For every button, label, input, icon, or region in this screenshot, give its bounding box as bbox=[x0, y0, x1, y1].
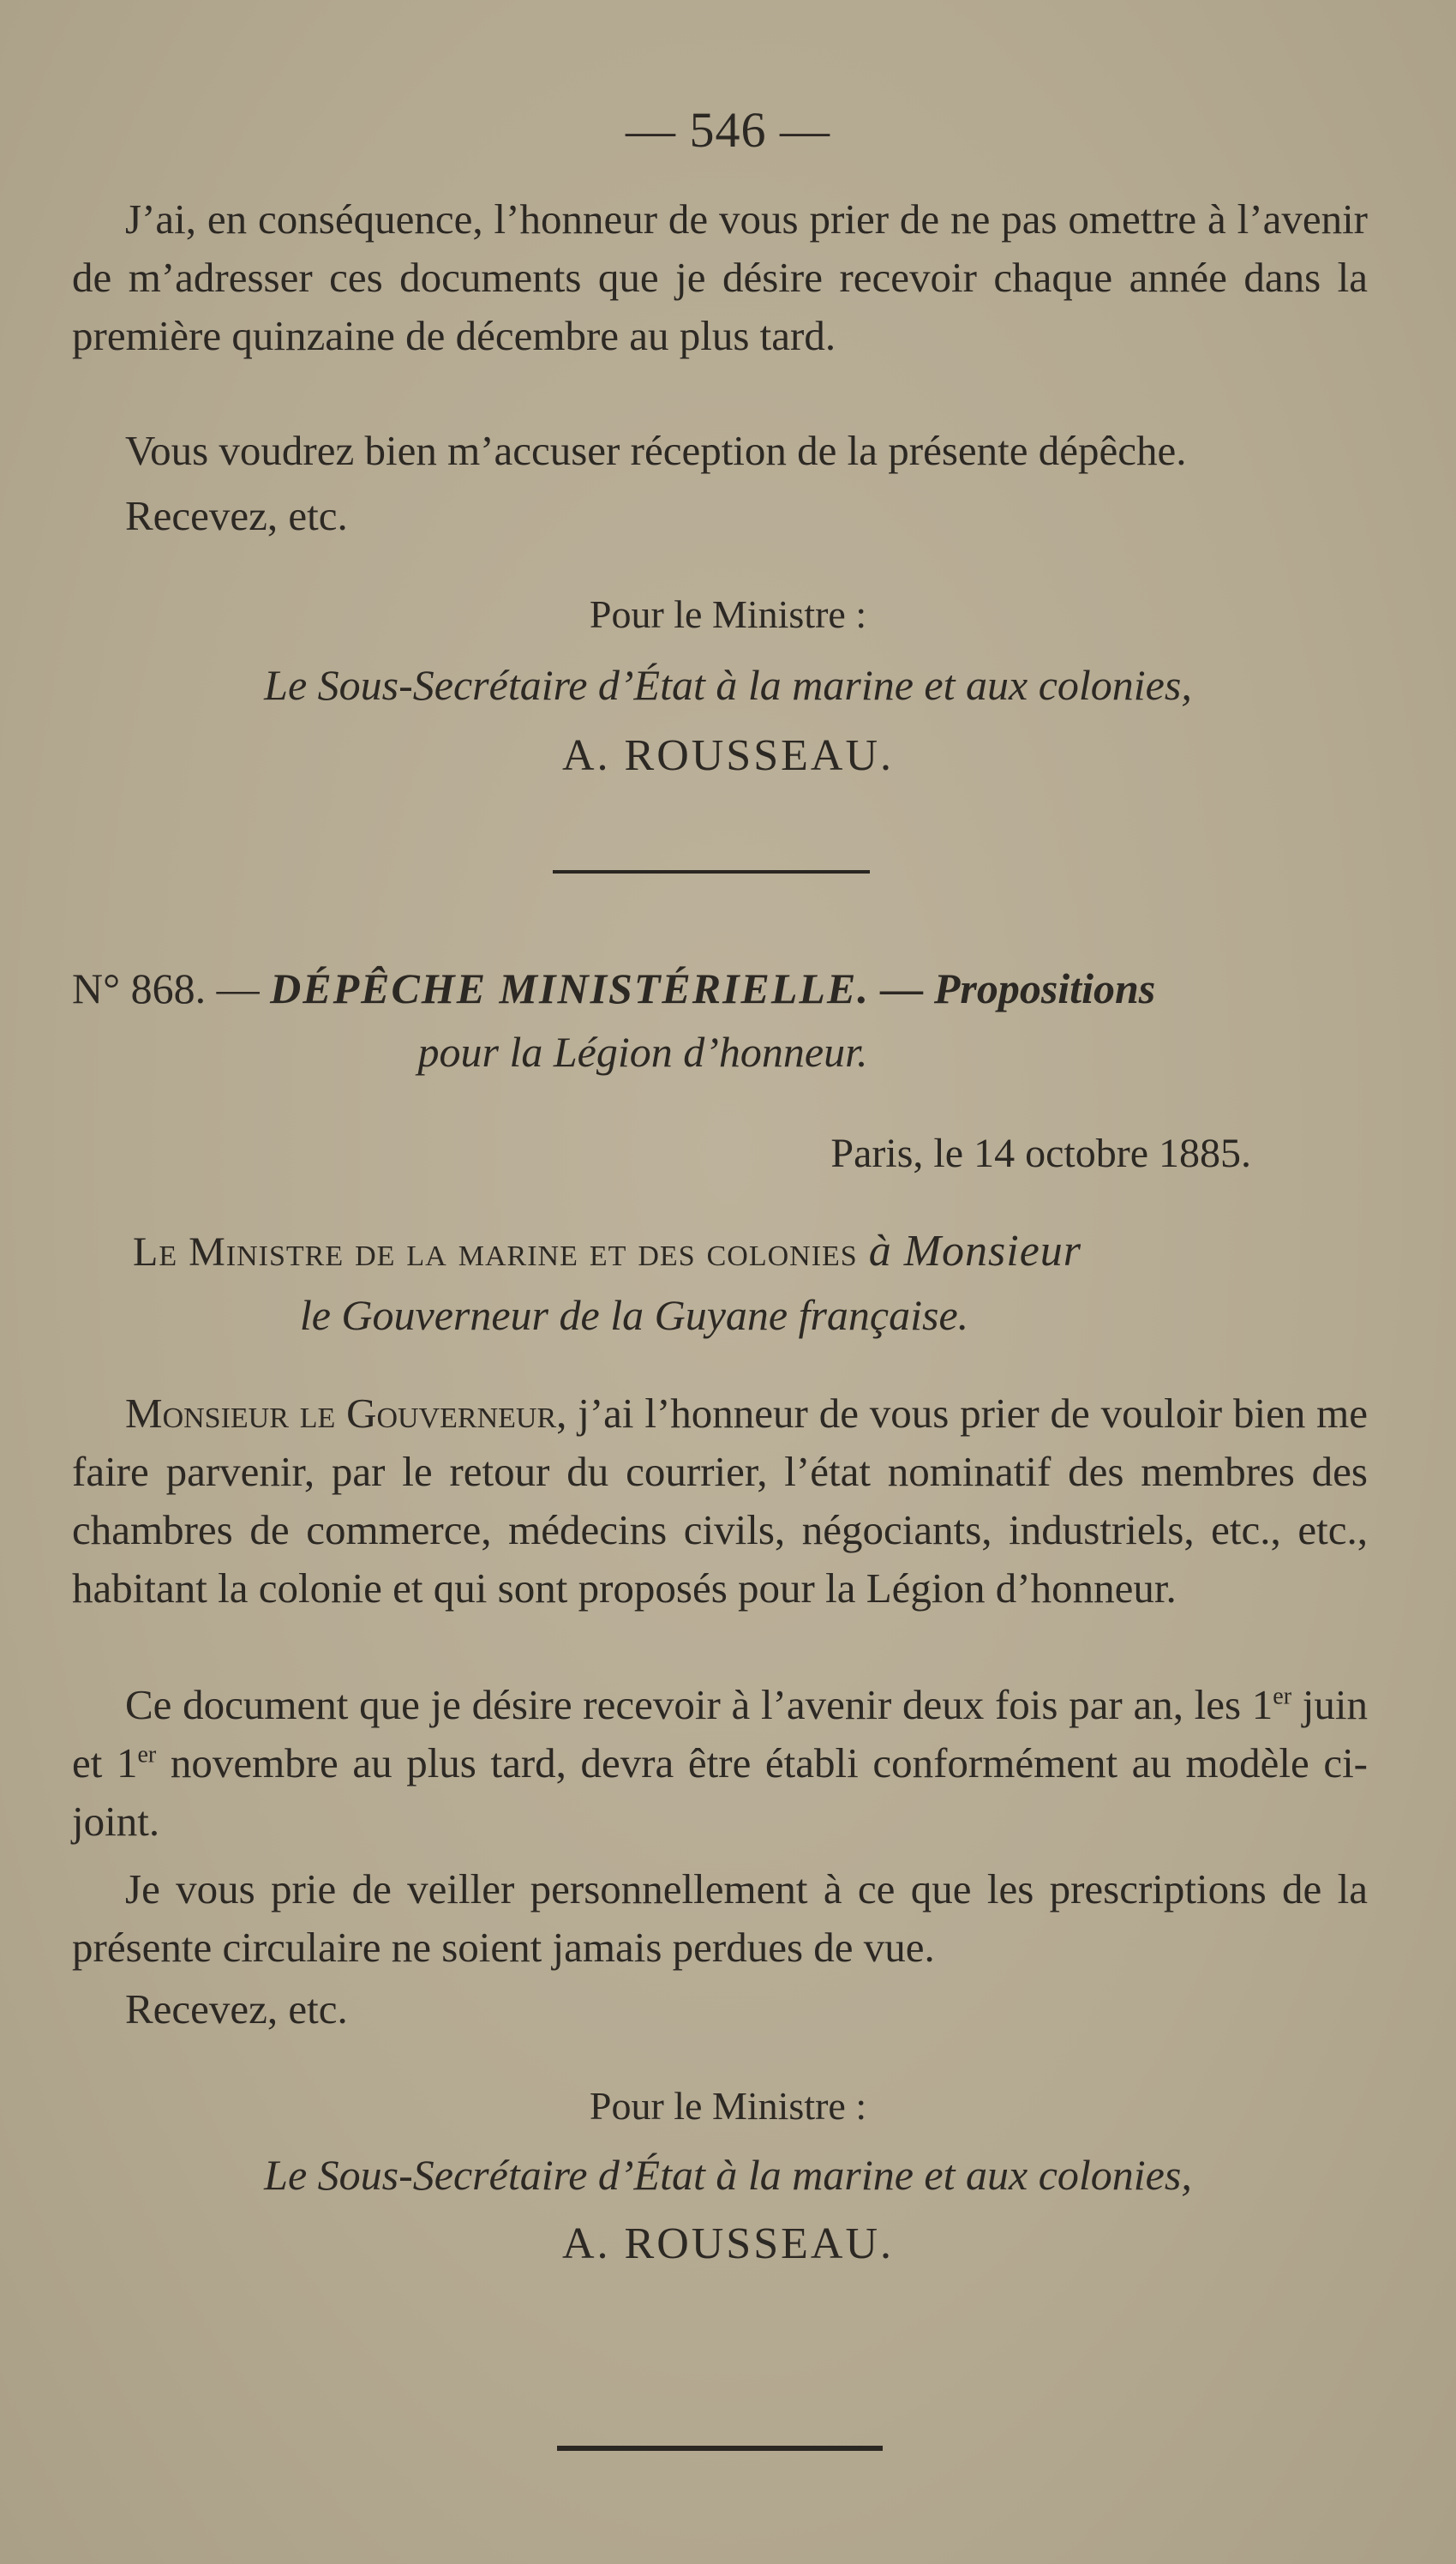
dispatch-title: DÉPÊCHE MINISTÉRIELLE. bbox=[270, 964, 870, 1012]
para2-part-b: juin et 1 bbox=[72, 1681, 1368, 1786]
dispatch-addressee bbox=[133, 1226, 1401, 1276]
letter1-sign-title: Le Sous-Secrétaire d’État à la marine et aux colonies, bbox=[264, 661, 1192, 709]
letter2-sign-name: A. ROUSSEAU. bbox=[561, 2219, 895, 2268]
letter1-sign-name: A. ROUSSEAU. bbox=[561, 731, 895, 780]
section-divider bbox=[553, 870, 870, 874]
letter1-paragraph-1: J’ai, en conséquence, l’honneur de vous prier de ne pas omettre à l’avenir de m’adresser ces documents que je désire recevoir chaque année dans la première quinzaine de décembre au plus tard. bbox=[72, 195, 1368, 359]
addressee-line2: le Gouverneur de la Guyane française. bbox=[299, 1291, 969, 1339]
para2-part-a: Ce document que je désire recevoir à l’avenir deux fois par an, les 1 bbox=[125, 1681, 1273, 1728]
para2-sup-2: er bbox=[137, 1741, 157, 1768]
para2-part-c: novembre au plus tard, devra être établi conformément au modèle ci-joint. bbox=[72, 1739, 1368, 1845]
addressee-recipient: à Monsieur bbox=[868, 1227, 1082, 1276]
dispatch-date: Paris, le 14 octobre 1885. bbox=[830, 1131, 1251, 1176]
end-divider bbox=[557, 2446, 883, 2451]
dispatch-number: N° 868. — bbox=[72, 964, 260, 1012]
letter2-paragraph-1-text: j’ai l’honneur de vous prier de vouloir bien me faire parvenir, par le retour du courrier, l’état nominatif des membres des chambres de commerce, médecins civils, négociants, industriels, etc., etc., habitant la colonie et qui sont proposés pour la Légion d’honneur. bbox=[72, 1390, 1369, 1612]
dispatch-heading bbox=[72, 958, 1368, 1018]
dispatch-subject-line2: pour la Légion d’honneur. bbox=[417, 1028, 868, 1076]
letter2-sign-title: Le Sous-Secrétaire d’État à la marine et aux colonies, bbox=[264, 2151, 1192, 2199]
letter1-sign-for: Pour le Ministre : bbox=[589, 592, 867, 636]
addressee-sender: Le Ministre de la marine et des colonies bbox=[133, 1229, 858, 1275]
letter1-paragraph-2: Vous voudrez bien m’accuser réception de la présente dépêche. bbox=[125, 427, 1187, 474]
letter2-sign-for: Pour le Ministre : bbox=[589, 2084, 867, 2128]
letter2-paragraph-1 bbox=[72, 1384, 1368, 1618]
letter2-closing: Recevez, etc. bbox=[125, 1985, 348, 2033]
para2-sup-1: er bbox=[1273, 1683, 1292, 1710]
letter2-paragraph-3: Je vous prie de veiller personnellement à ce que les prescriptions de la présente circulaire ne soient jamais perdues de vue. bbox=[72, 1865, 1368, 1971]
letter2-paragraph-2 bbox=[72, 1676, 1368, 1851]
dispatch-subject: — Propositions bbox=[880, 964, 1156, 1012]
letter1-closing: Recevez, etc. bbox=[125, 492, 348, 539]
letter2-salutation: Monsieur le Gouverneur, bbox=[125, 1390, 567, 1437]
page-number: — 546 — bbox=[626, 102, 830, 158]
